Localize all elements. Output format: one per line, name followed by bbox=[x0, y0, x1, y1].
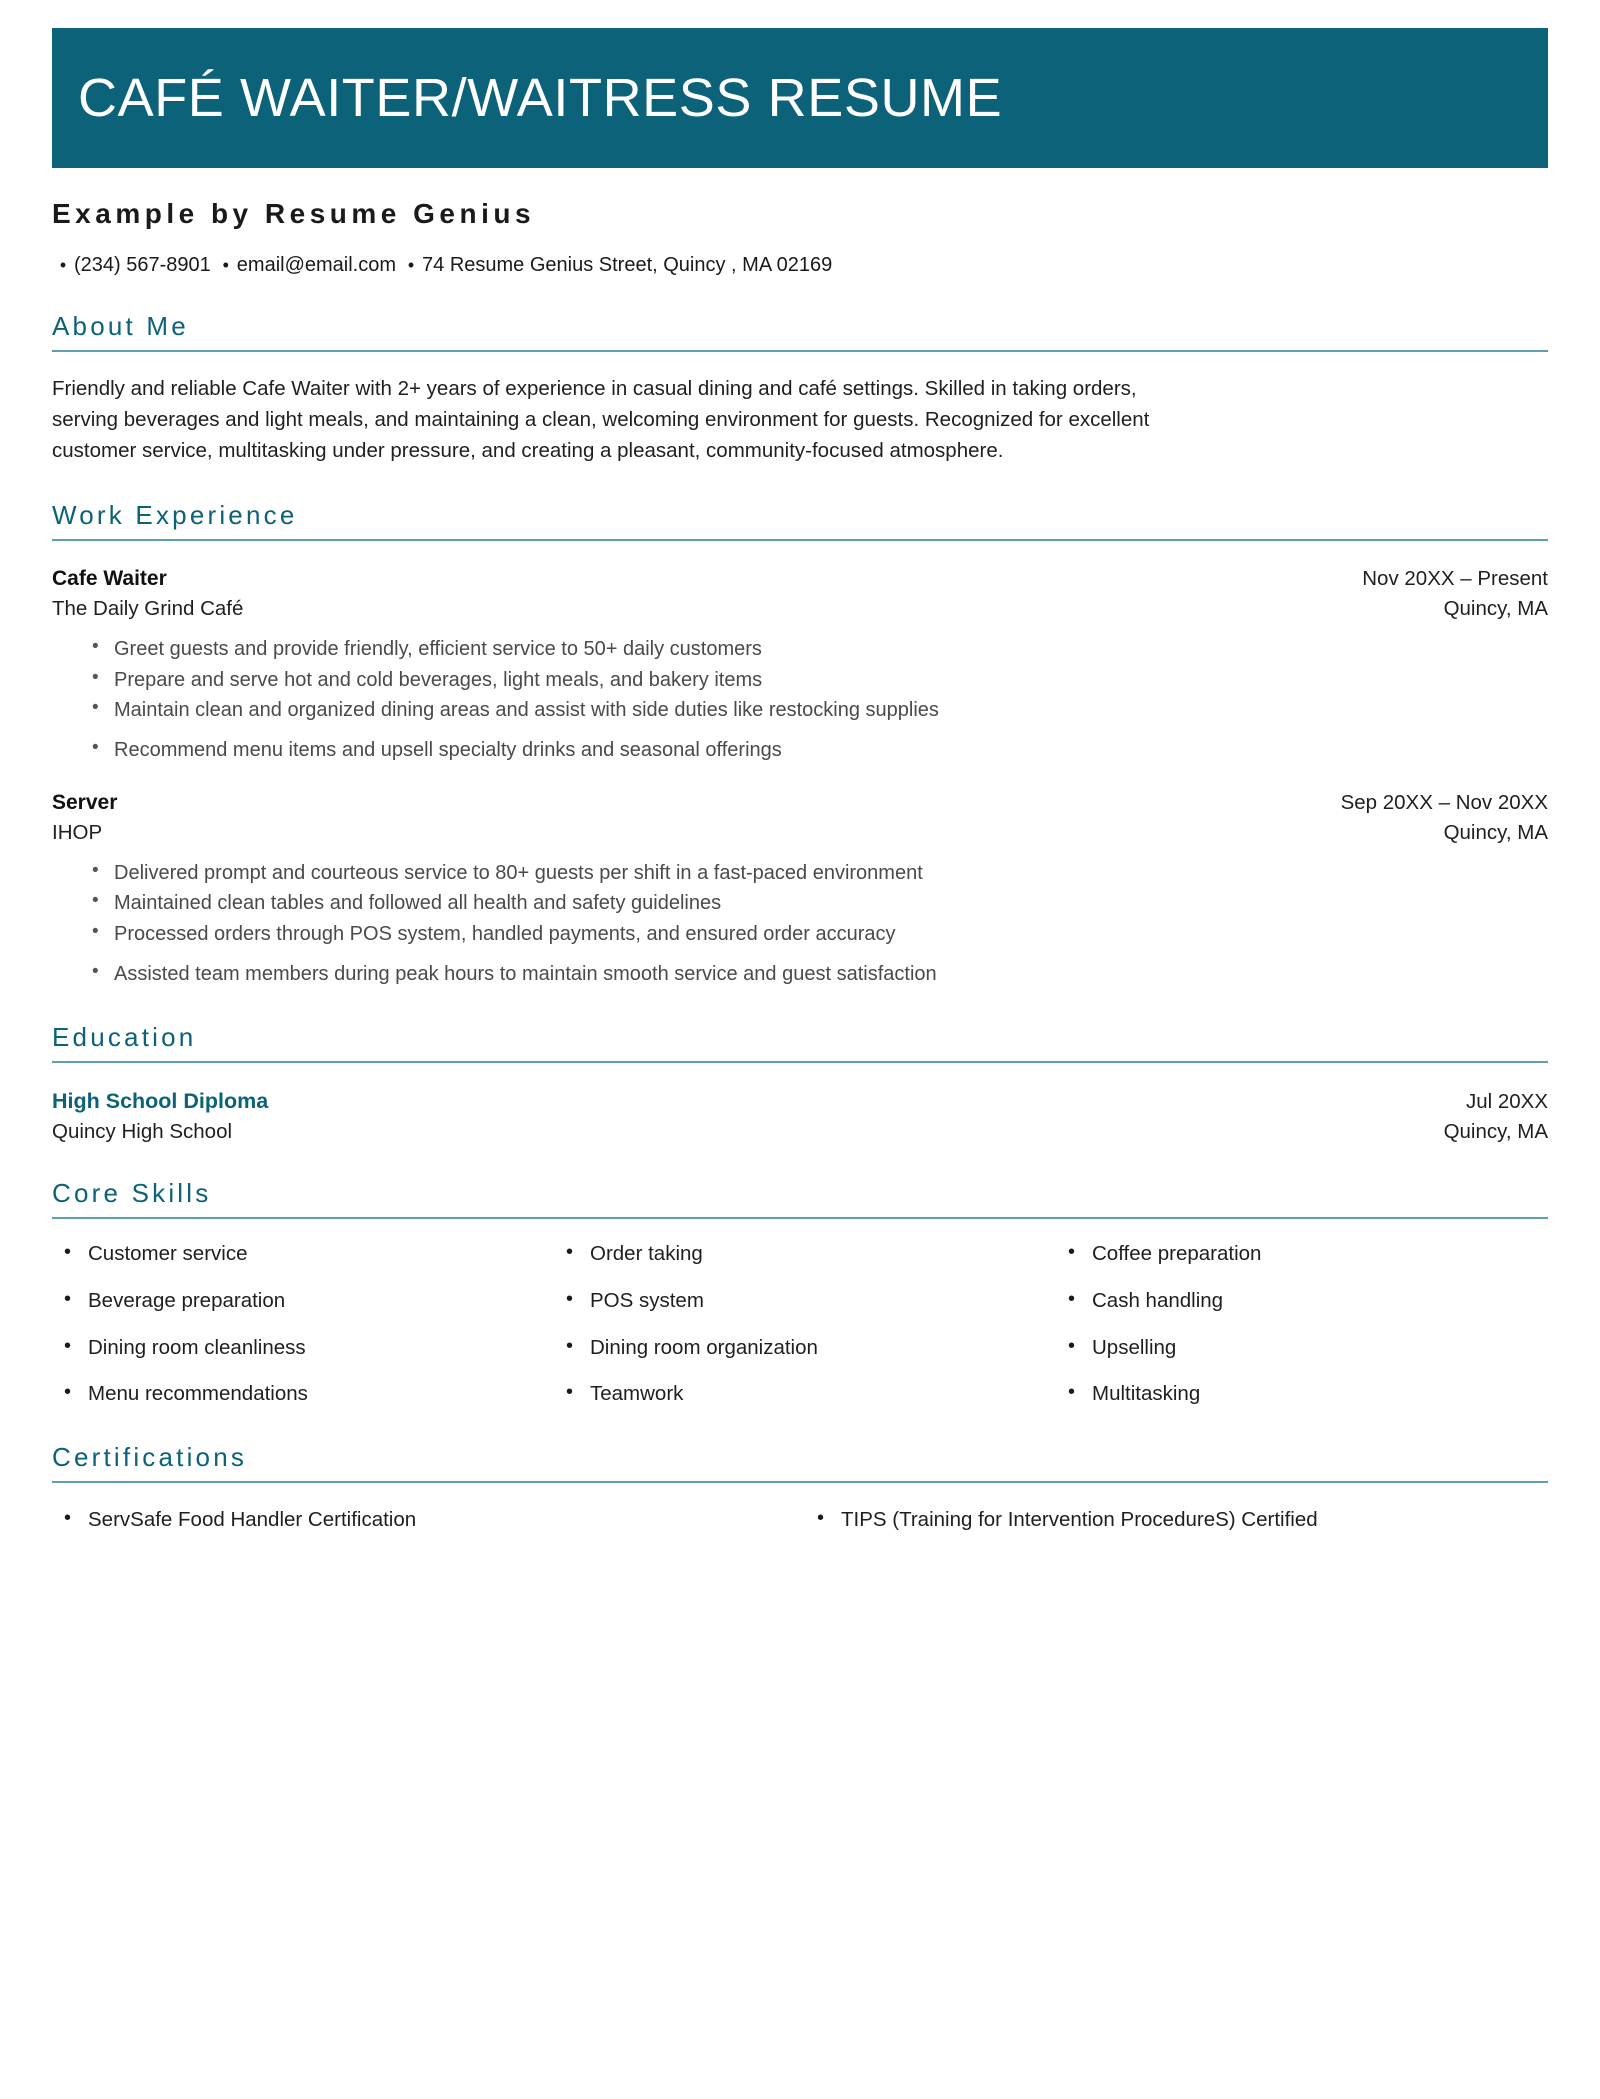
resume-header-banner bbox=[52, 28, 1548, 168]
list-item: • Greet guests and provide friendly, efficient service to 50+ daily customers bbox=[92, 635, 1548, 663]
list-item: • POS system bbox=[564, 1288, 1046, 1315]
list-item: • Teamwork bbox=[564, 1381, 1046, 1408]
contact-line bbox=[52, 254, 1548, 277]
list-item: • Maintained clean tables and followed all health and safety guidelines bbox=[92, 889, 1548, 917]
experience-entry bbox=[52, 567, 1548, 765]
subject-name: Example by Resume Genius bbox=[52, 198, 536, 229]
section-divider bbox=[52, 1217, 1548, 1219]
list-item: • Assisted team members during peak hours to maintain smooth service and guest satisfaction bbox=[92, 960, 1548, 988]
bullet-icon: • bbox=[59, 255, 67, 275]
list-item: • Multitasking bbox=[1066, 1381, 1548, 1408]
experience-job-title: Server bbox=[52, 790, 118, 814]
section-certifications bbox=[52, 1442, 1548, 1534]
section-heading-education: Education bbox=[52, 1022, 197, 1053]
contact-phone-text: (234) 567-8901 bbox=[74, 254, 211, 276]
list-item: • Customer service bbox=[62, 1241, 544, 1268]
contact-email-text: email@email.com bbox=[236, 254, 397, 276]
list-item: • Dining room organization bbox=[564, 1335, 1046, 1362]
section-about-me bbox=[52, 311, 1548, 466]
certifications-grid bbox=[52, 1507, 1548, 1534]
list-item: • Dining room cleanliness bbox=[62, 1335, 544, 1362]
list-item: • ServSafe Food Handler Certification bbox=[62, 1507, 795, 1534]
section-education bbox=[52, 1022, 1548, 1144]
list-item: • Beverage preparation bbox=[62, 1288, 544, 1315]
resume-page bbox=[0, 28, 1600, 2099]
experience-employer: IHOP bbox=[52, 820, 103, 844]
education-school: Quincy High School bbox=[52, 1120, 233, 1144]
experience-date-range: Nov 20XX – Present bbox=[1362, 567, 1548, 591]
contact-item-email bbox=[215, 254, 396, 277]
contact-item-phone bbox=[52, 254, 211, 277]
education-entry-bottom-row bbox=[52, 1114, 1548, 1144]
experience-entry-bottom-row bbox=[52, 815, 1548, 845]
section-heading-work-experience: Work Experience bbox=[52, 500, 298, 531]
about-me-body: Friendly and reliable Cafe Waiter with 2+ years of experience in casual dining and café settings. Skilled in taking orders, serving beverages and light meals, and maintaining a clean, welcoming environment for guests. Recognized for excellent customer service, multitasking under pressure, and creating a pleasant, community-focused atmosphere. bbox=[52, 377, 1150, 462]
contact-address-text: 74 Resume Genius Street, Quincy , MA 02169 bbox=[422, 254, 833, 276]
education-location: Quincy, MA bbox=[1443, 1120, 1548, 1144]
experience-entry-top-row bbox=[52, 791, 1548, 815]
experience-entry-top-row bbox=[52, 567, 1548, 591]
list-item: • Menu recommendations bbox=[62, 1381, 544, 1408]
contact-item-address bbox=[400, 254, 832, 277]
list-item: • TIPS (Training for Intervention ProcedureS) Certified bbox=[815, 1507, 1548, 1534]
experience-bullet-list bbox=[52, 635, 1548, 765]
education-entry bbox=[52, 1089, 1548, 1144]
page-title: CAFÉ WAITER/WAITRESS RESUME bbox=[78, 68, 1003, 128]
section-heading-core-skills: Core Skills bbox=[52, 1178, 212, 1209]
list-item: • Maintain clean and organized dining areas and assist with side duties like restocking supplies bbox=[92, 696, 1548, 724]
section-heading-about-me: About Me bbox=[52, 311, 189, 341]
list-item: • Delivered prompt and courteous service to 80+ guests per shift in a fast-paced environment bbox=[92, 859, 1548, 887]
list-item: • Upselling bbox=[1066, 1335, 1548, 1362]
experience-location: Quincy, MA bbox=[1443, 597, 1548, 621]
bullet-icon: • bbox=[407, 255, 415, 275]
experience-employer: The Daily Grind Café bbox=[52, 597, 244, 621]
list-item: • Prepare and serve hot and cold beverages, light meals, and bakery items bbox=[92, 666, 1548, 694]
experience-entry-bottom-row bbox=[52, 591, 1548, 621]
section-heading-certifications: Certifications bbox=[52, 1441, 248, 1472]
section-divider bbox=[52, 350, 1548, 352]
experience-location: Quincy, MA bbox=[1443, 820, 1548, 844]
list-item: • Order taking bbox=[564, 1241, 1046, 1268]
section-divider bbox=[52, 1481, 1548, 1483]
experience-job-title: Cafe Waiter bbox=[52, 567, 167, 591]
section-divider bbox=[52, 539, 1548, 541]
education-date: Jul 20XX bbox=[1465, 1090, 1548, 1114]
list-item: • Recommend menu items and upsell specialty drinks and seasonal offerings bbox=[92, 736, 1548, 764]
list-item: • Coffee preparation bbox=[1066, 1241, 1548, 1268]
section-core-skills bbox=[52, 1178, 1548, 1408]
education-entry-top-row bbox=[52, 1089, 1548, 1114]
list-item: • Cash handling bbox=[1066, 1288, 1548, 1315]
list-item: • Processed orders through POS system, handled payments, and ensured order accuracy bbox=[92, 920, 1548, 948]
experience-entry bbox=[52, 791, 1548, 989]
education-degree: High School Diploma bbox=[52, 1089, 269, 1114]
section-work-experience bbox=[52, 500, 1548, 988]
core-skills-grid bbox=[52, 1241, 1548, 1408]
experience-bullet-list bbox=[52, 859, 1548, 989]
section-divider bbox=[52, 1061, 1548, 1063]
bullet-icon: • bbox=[222, 255, 229, 275]
experience-date-range: Sep 20XX – Nov 20XX bbox=[1340, 790, 1548, 814]
